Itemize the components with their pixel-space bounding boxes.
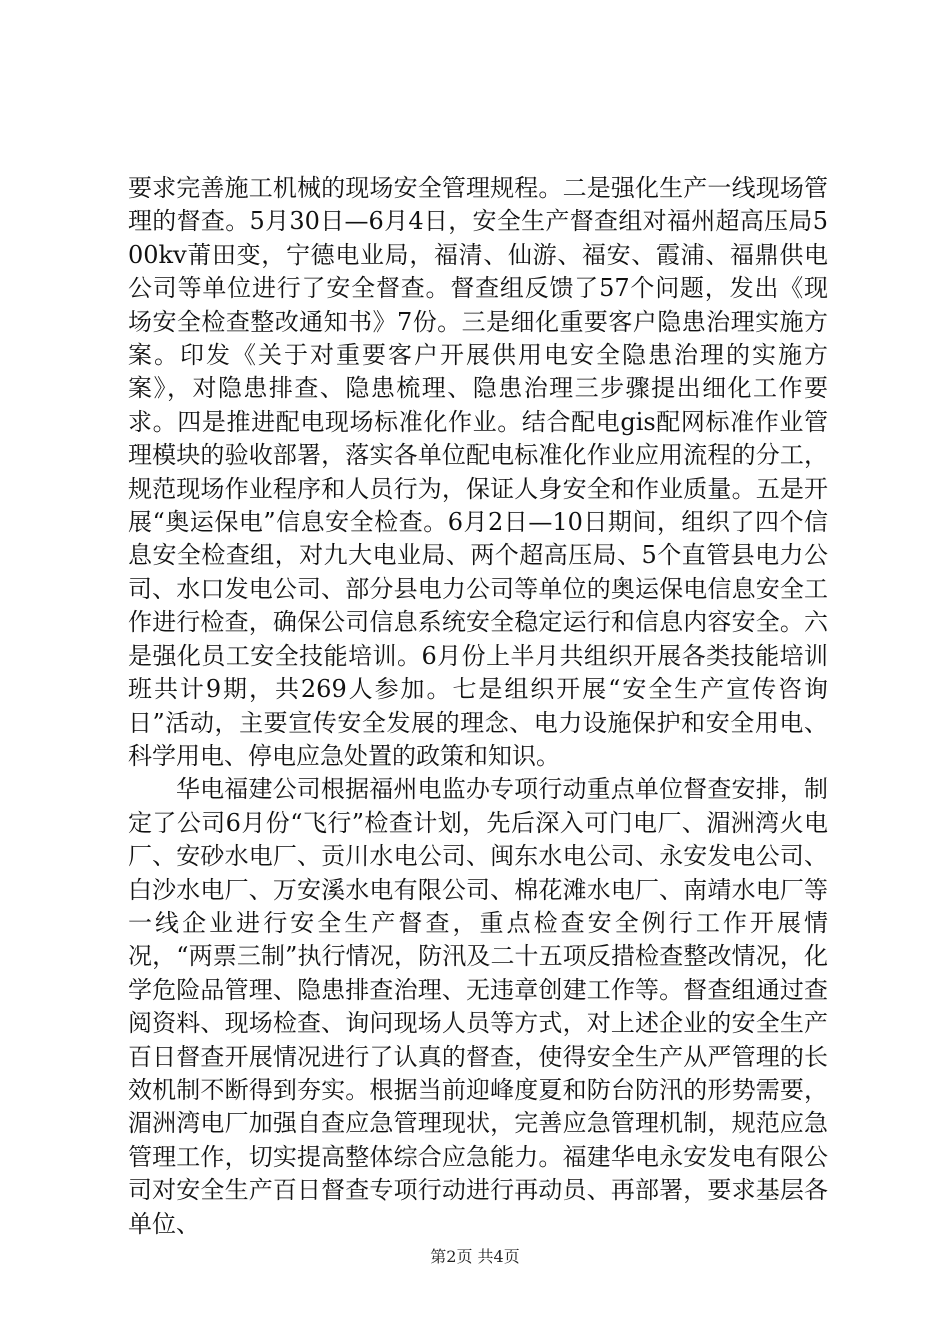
paragraph-huadian-fujian: 华电福建公司根据福州电监办专项行动重点单位督查安排，制定了公司6月份“飞行”检查计划，先后深入可门电厂、湄洲湾火电厂、安砂水电厂、贡川水电公司、闽东水电公司、永安发电公司、白沙水电厂、万安溪水电有限公司、棉花滩水电厂、南靖水电厂等一线企业进行安全生产督查，重点检查安全例行工作开展情况，“两票三制”执行情况，防汛及二十五项反措检查整改情况，化学危险品管理、隐患排查治理、无违章创建工作等。督查组通过查阅资料、现场检查、询问现场人员等方式，对上述企业的安全生产百日督查开展情况进行了认真的督查，使得安全生产从严管理的长效机制不断得到夯实。根据当前迎峰度夏和防台防汛的形势需要，湄洲湾电厂加强自查应急管理现状，完善应急管理机制，规范应急管理工作，切实提高整体综合应急能力。福建华电永安发电有限公司对安全生产百日督查专项行动进行再动员、再部署，要求基层各单位、	[128, 775, 828, 1238]
page-number-footer: 第2页 共4页	[430, 1247, 520, 1266]
paragraph-continued: 要求完善施工机械的现场安全管理规程。二是强化生产一线现场管理的督查。5月30日—6月4日，安全生产督查组对福州超高压局500kv莆田变，宁德电业局，福清、仙游、福安、霞浦、福鼎供电公司等单位进行了安全督查。督查组反馈了57个问题，发出《现场安全检查整改通知书》7份。三是细化重要客户隐患治理实施方案。印发《关于对重要客户开展供用电安全隐患治理的实施方案》，对隐患排查、隐患梳理、隐患治理三步骤提出细化工作要求。四是推进配电现场标准化作业。结合配电gis配网标准作业管理模块的验收部署，落实各单位配电标准化作业应用流程的分工，规范现场作业程序和人员行为，保证人身安全和作业质量。五是开展“奥运保电”信息安全检查。6月2日—10日期间，组织了四个信息安全检查组，对九大电业局、两个超高压局、5个直管县电力公司、水口发电公司、部分县电力公司等单位的奥运保电信息安全工作进行检查，确保公司信息系统安全稳定运行和信息内容安全。六是强化员工安全技能培训。6月份上半月共组织开展各类技能培训班共计9期，共269人参加。七是组织开展“安全生产宣传咨询日”活动，主要宣传安全发展的理念、电力设施保护和安全用电、科学用电、停电应急处置的政策和知识。	[128, 174, 828, 770]
document-body	[128, 172, 828, 1241]
